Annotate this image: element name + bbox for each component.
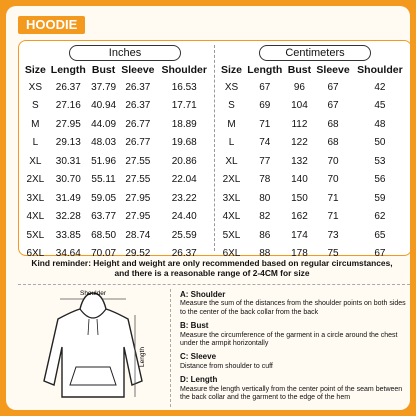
inches-table-cell: 27.95 bbox=[125, 211, 151, 223]
inches-table-cell: 26.37 bbox=[55, 81, 81, 93]
inches-table-cell: 30.31 bbox=[55, 155, 81, 167]
inches-table-cell: 22.04 bbox=[171, 174, 197, 186]
measurement-guide bbox=[18, 284, 410, 409]
cm-table-row bbox=[219, 171, 407, 190]
cm-table-cell: 74 bbox=[259, 137, 271, 149]
inches-table-cell: 55.11 bbox=[91, 174, 116, 186]
inches-table-cell: 18.89 bbox=[171, 118, 197, 130]
cm-table-cell: 67 bbox=[259, 81, 271, 93]
inches-table-cell: 63.77 bbox=[91, 211, 117, 223]
inches-table-cell: 26.37 bbox=[125, 100, 151, 112]
inches-table-cell: 3XL bbox=[26, 192, 45, 204]
cm-table-cell: 70 bbox=[327, 174, 339, 186]
inches-table-row bbox=[23, 171, 211, 190]
definition-title: B: Bust bbox=[180, 321, 209, 331]
measurement-definitions bbox=[180, 291, 408, 407]
cm-table-row bbox=[219, 78, 407, 97]
inches-table-cell: 28.74 bbox=[125, 229, 151, 241]
cm-column-header: Length bbox=[247, 63, 283, 76]
cm-column-header: Shoulder bbox=[357, 63, 403, 76]
cm-column-header: Sleeve bbox=[316, 63, 350, 76]
length-label: Length bbox=[139, 347, 146, 367]
product-title-tag: HOODIE bbox=[18, 16, 85, 34]
inches-table-cell: 31.49 bbox=[55, 192, 81, 204]
inches-table-cell: 26.77 bbox=[125, 137, 151, 149]
inches-group-label: Inches bbox=[69, 45, 181, 61]
cm-table-cell: XS bbox=[224, 81, 239, 93]
inches-table-cell: 37.79 bbox=[91, 81, 117, 93]
inches-table-cell: 25.59 bbox=[171, 229, 197, 241]
cm-table-cell: 69 bbox=[259, 100, 271, 112]
inches-table-cell: 51.96 bbox=[91, 155, 117, 167]
cm-table-cell: XL bbox=[225, 155, 238, 167]
cm-table-cell: 73 bbox=[327, 229, 339, 241]
cm-table-cell: 68 bbox=[327, 137, 339, 149]
inches-column-header: Bust bbox=[91, 63, 116, 76]
cm-table-cell: 62 bbox=[374, 211, 386, 223]
guide-divider bbox=[170, 289, 171, 407]
inches-table-cell: 20.86 bbox=[171, 155, 197, 167]
cm-table-cell: 4XL bbox=[222, 211, 241, 223]
inches-table-row bbox=[23, 189, 211, 208]
inches-table-cell: 29.52 bbox=[125, 248, 151, 260]
cm-table-cell: 56 bbox=[374, 174, 386, 186]
cm-table-cell: 68 bbox=[327, 118, 339, 130]
definition-title: D: Length bbox=[180, 375, 218, 385]
inches-table-cell: XL bbox=[29, 155, 42, 167]
inches-table-cell: L bbox=[32, 137, 39, 149]
hoodie-diagram bbox=[18, 285, 168, 409]
inches-table-cell: 59.05 bbox=[91, 192, 117, 204]
inches-table-cell: 26.77 bbox=[125, 118, 151, 130]
inches-column-header: Length bbox=[50, 63, 86, 76]
centimeters-table bbox=[219, 61, 407, 263]
cm-table-cell: 70 bbox=[327, 155, 339, 167]
cm-table-cell: 3XL bbox=[222, 192, 241, 204]
cm-table-cell: 71 bbox=[327, 192, 339, 204]
inches-table-cell: 27.95 bbox=[55, 118, 81, 130]
cm-table-row bbox=[219, 97, 407, 116]
inches-table-cell: 70.07 bbox=[91, 248, 117, 260]
cm-table-cell: 67 bbox=[374, 248, 386, 260]
measurement-definition bbox=[180, 353, 408, 371]
inches-table-cell: 16.53 bbox=[171, 81, 197, 93]
cm-table-cell: 75 bbox=[327, 248, 339, 260]
inches-table-cell: XS bbox=[28, 81, 43, 93]
inches-table-cell: 48.03 bbox=[91, 137, 117, 149]
inches-column-header: Size bbox=[24, 63, 46, 76]
inches-table-cell: 27.55 bbox=[125, 174, 151, 186]
size-chart-card bbox=[6, 6, 410, 410]
inches-table-cell: 4XL bbox=[26, 211, 45, 223]
inches-table-row bbox=[23, 115, 211, 134]
cm-table-cell: 5XL bbox=[222, 229, 241, 241]
cm-table-cell: 71 bbox=[327, 211, 339, 223]
inches-table-cell: 5XL bbox=[26, 229, 45, 241]
cm-table-row bbox=[219, 152, 407, 171]
cm-table-cell: L bbox=[228, 137, 235, 149]
inches-table-cell: 32.28 bbox=[55, 211, 81, 223]
cm-table-cell: 80 bbox=[259, 192, 271, 204]
shoulder-label: Shoulder bbox=[79, 290, 107, 297]
cm-table-cell: S bbox=[228, 100, 235, 112]
cm-table-cell: 67 bbox=[327, 81, 339, 93]
reminder-line-2: and there is a reasonable range of 2-4CM for size bbox=[114, 268, 310, 278]
cm-table-cell: 48 bbox=[374, 118, 386, 130]
inches-table-cell: 68.50 bbox=[91, 229, 117, 241]
definition-text: Measure the sum of the distances from the shoulder points on both sides to the center of the back collar from the back bbox=[180, 300, 406, 316]
definition-text: Measure the length vertically from the center point of the seam between the back collar and the garment to the edge of the hem bbox=[180, 385, 403, 402]
measurement-definition bbox=[180, 322, 408, 348]
cm-table-cell: 88 bbox=[259, 248, 271, 260]
inches-table bbox=[23, 61, 211, 263]
cm-table-cell: 174 bbox=[291, 229, 308, 241]
hoodie-outline bbox=[44, 293, 142, 397]
cm-table-cell: 86 bbox=[259, 229, 271, 241]
cm-table-cell: 6XL bbox=[222, 248, 241, 260]
cm-table-cell: 112 bbox=[291, 118, 308, 130]
inches-table-cell: 24.40 bbox=[171, 211, 197, 223]
inches-table-row bbox=[23, 134, 211, 153]
cm-table-cell: 2XL bbox=[222, 174, 241, 186]
cm-table-cell: 77 bbox=[259, 155, 271, 167]
cm-table-cell: 50 bbox=[374, 137, 386, 149]
definition-text: Distance from shoulder to cuff bbox=[180, 362, 273, 370]
inches-table-cell: 33.85 bbox=[55, 229, 81, 241]
cm-table-cell: 178 bbox=[291, 248, 308, 260]
inches-table-cell: 6XL bbox=[26, 248, 45, 260]
table-divider bbox=[214, 45, 215, 251]
cm-table-cell: 71 bbox=[259, 118, 271, 130]
inches-table-row bbox=[23, 97, 211, 116]
cm-table-cell: 67 bbox=[327, 100, 339, 112]
inches-table-row bbox=[23, 226, 211, 245]
inches-table-row bbox=[23, 78, 211, 97]
inches-table-cell: 27.95 bbox=[125, 192, 151, 204]
measurement-definition bbox=[180, 376, 408, 402]
cm-table-cell: 78 bbox=[259, 174, 271, 186]
cm-table-row bbox=[219, 208, 407, 227]
inches-table-row bbox=[23, 152, 211, 171]
size-table-panel bbox=[18, 40, 410, 260]
cm-table-cell: 45 bbox=[374, 100, 386, 112]
cm-table-cell: 150 bbox=[291, 192, 308, 204]
cm-column-header: Size bbox=[220, 63, 242, 76]
cm-table-cell: 96 bbox=[293, 81, 305, 93]
cm-table-row bbox=[219, 189, 407, 208]
cm-table-row bbox=[219, 115, 407, 134]
cm-table-cell: 162 bbox=[291, 211, 308, 223]
cm-table-cell: 140 bbox=[291, 174, 308, 186]
inches-column-header: Sleeve bbox=[121, 63, 155, 76]
measurement-definition bbox=[180, 291, 408, 317]
inches-table-cell: 23.22 bbox=[171, 192, 197, 204]
inches-column-header: Shoulder bbox=[161, 63, 207, 76]
cm-table-cell: 104 bbox=[291, 100, 308, 112]
centimeters-group-label: Centimeters bbox=[259, 45, 371, 61]
inches-table-cell: 30.70 bbox=[55, 174, 81, 186]
cm-table-cell: 59 bbox=[374, 192, 386, 204]
inches-table-cell: 27.16 bbox=[55, 100, 81, 112]
reminder-line-1: Kind reminder: Height and weight are only recommended based on regular circumstances, bbox=[31, 258, 393, 268]
inches-table-row bbox=[23, 208, 211, 227]
inches-table-cell: 2XL bbox=[26, 174, 45, 186]
inches-table-cell: 26.37 bbox=[125, 81, 151, 93]
definition-text: Measure the circumference of the garment in a circle around the chest under the armpit horizontally bbox=[180, 331, 398, 348]
cm-table-row bbox=[219, 134, 407, 153]
cm-table-cell: 42 bbox=[374, 81, 386, 93]
cm-table-cell: 65 bbox=[374, 229, 386, 241]
definition-title: C: Sleeve bbox=[180, 352, 217, 362]
inches-table-cell: 19.68 bbox=[171, 137, 197, 149]
cm-table-cell: M bbox=[227, 118, 236, 130]
cm-table-cell: 53 bbox=[374, 155, 386, 167]
inches-table-cell: S bbox=[32, 100, 39, 112]
cm-column-header: Bust bbox=[287, 63, 312, 76]
definition-title: A: Shoulder bbox=[180, 290, 226, 299]
inches-table-cell: 40.94 bbox=[91, 100, 117, 112]
inches-table-cell: 44.09 bbox=[91, 118, 117, 130]
cm-table-cell: 82 bbox=[259, 211, 271, 223]
cm-table-cell: 132 bbox=[291, 155, 308, 167]
inches-table-cell: 17.71 bbox=[171, 100, 197, 112]
cm-table-cell: 122 bbox=[291, 137, 308, 149]
inches-table-cell: 29.13 bbox=[55, 137, 81, 149]
inches-table-cell: 26.37 bbox=[171, 248, 197, 260]
cm-table-row bbox=[219, 226, 407, 245]
inches-table-cell: 27.55 bbox=[125, 155, 151, 167]
inches-table-cell: M bbox=[31, 118, 40, 130]
inches-table-cell: 34.64 bbox=[55, 248, 81, 260]
